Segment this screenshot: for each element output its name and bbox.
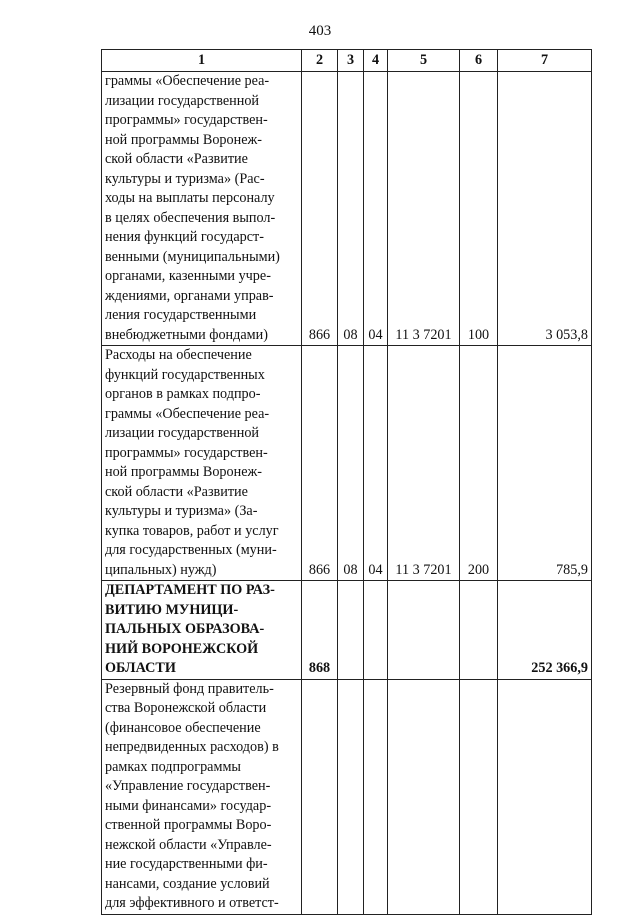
expense-type-code [460,679,498,914]
row-description: Расходы на обеспечение функций государственных органов в рамках подпро- граммы «Обеспечение реа- лизации государственной программы» государствен- ной программы Воронеж- ской области «Развитие культуры и туризма» (За- купка товаров, работ и услуг для государственных (муни- ципальных) нужд) [102,346,302,581]
table-header-row [102,50,592,72]
row-description: граммы «Обеспечение реа- лизации государственной программы» государствен- ной программы Воронеж- ской области «Развитие культуры и туризма» (Рас- ходы на выплаты персоналу в целях обеспечения выпол- нения функций государст- венными (муниципальными) органами, казенными учре- ждениями, органами управ- ления государственными внебюджетными фондами) [102,72,302,346]
section-code: 08 [338,72,364,346]
expense-type-code: 100 [460,72,498,346]
target-article-code: 11 3 7201 [388,346,460,581]
section-code [338,679,364,914]
table-row [102,679,592,914]
section-code: 08 [338,346,364,581]
ministry-code [302,679,338,914]
column-header-3: 3 [338,50,364,72]
ministry-code: 866 [302,346,338,581]
table-row-department [102,581,592,680]
budget-table [101,49,592,915]
ministry-code: 868 [302,581,338,680]
target-article-code [388,679,460,914]
page-number: 403 [308,23,332,39]
column-header-1: 1 [102,50,302,72]
column-header-5: 5 [388,50,460,72]
column-header-2: 2 [302,50,338,72]
amount: 3 053,8 [498,72,592,346]
subsection-code [364,679,388,914]
row-description: ДЕПАРТАМЕНТ ПО РАЗ- ВИТИЮ МУНИЦИ- ПАЛЬНЫХ ОБРАЗОВА- НИЙ ВОРОНЕЖСКОЙ ОБЛАСТИ [102,581,302,680]
row-description: Резервный фонд правитель- ства Воронежской области (финансовое обеспечение непредвиденных расходов) в рамках подпрограммы «Управление государствен- ными финансами» государ- ственной программы Воро- нежской области «Управле- ние государственными фи- нансами, создание условий для эффективного и ответст- [102,679,302,914]
column-header-4: 4 [364,50,388,72]
target-article-code [388,581,460,680]
ministry-code: 866 [302,72,338,346]
amount: 252 366,9 [498,581,592,680]
subsection-code [364,581,388,680]
section-code [338,581,364,680]
column-header-7: 7 [498,50,592,72]
subsection-code: 04 [364,346,388,581]
amount: 785,9 [498,346,592,581]
subsection-code: 04 [364,72,388,346]
expense-type-code [460,581,498,680]
column-header-6: 6 [460,50,498,72]
expense-type-code: 200 [460,346,498,581]
table-row [102,72,592,346]
table-row [102,346,592,581]
target-article-code: 11 3 7201 [388,72,460,346]
amount [498,679,592,914]
